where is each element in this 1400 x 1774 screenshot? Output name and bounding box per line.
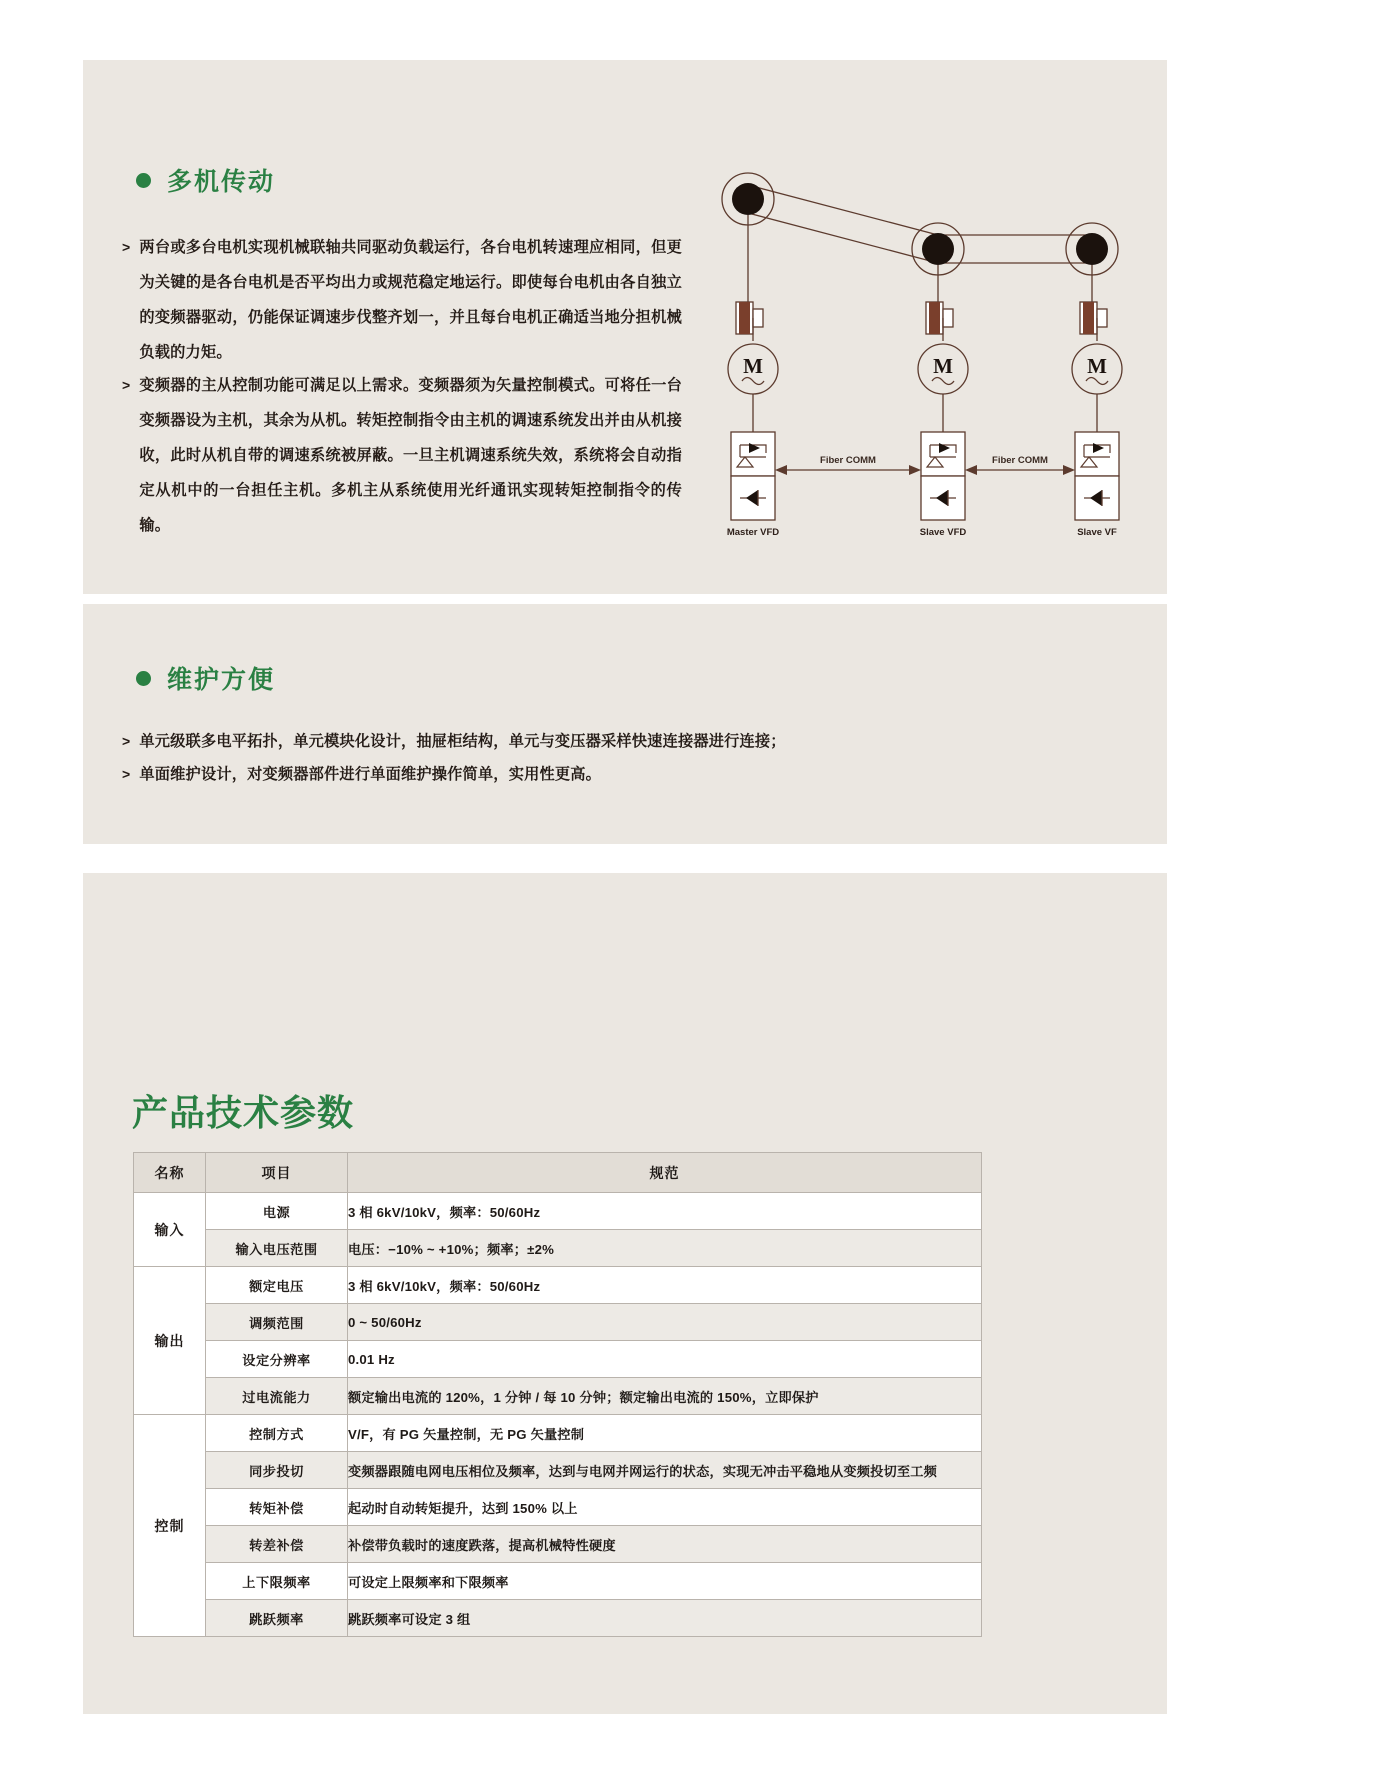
list-item (122, 725, 1102, 758)
coupling-core-1 (739, 302, 750, 334)
table-row (134, 1267, 982, 1304)
coupling-core-3 (1083, 302, 1094, 334)
coupling-flange-2 (943, 309, 953, 327)
belt-lower-line (748, 213, 938, 263)
table-header-row (134, 1153, 982, 1193)
item-label: 控制方式 (206, 1415, 348, 1452)
section-heading-drive (136, 162, 275, 198)
table-row (134, 1415, 982, 1452)
chevron-marker-icon: > (122, 239, 131, 255)
spec-value: 可设定上限频率和下限频率 (348, 1563, 982, 1600)
vfd-inverter-box-2 (921, 432, 965, 476)
specifications-table-wrapper (133, 1152, 981, 1637)
coupling-flange-3 (1097, 309, 1107, 327)
item-label: 额定电压 (206, 1267, 348, 1304)
table-row (134, 1600, 982, 1637)
paragraph-text: 变频器的主从控制功能可满足以上需求。变频器须为矢量控制模式。可将任一台变频器设为主机，其余为从机。转矩控制指令由主机的调速系统发出并由从机接收，此时从机自带的调速系统被屏蔽。一旦主机调速系统失效，系统将会自动指定从机中的一台担任主机。多机主从系统使用光纤通讯实现转矩控制指令的传输。 (139, 377, 682, 534)
fiber-arrow-right-2 (1063, 465, 1075, 475)
item-label: 输入电压范围 (206, 1230, 348, 1267)
column-header-spec: 规范 (348, 1153, 982, 1193)
fiber-arrow-right-1 (909, 465, 921, 475)
table-row (134, 1304, 982, 1341)
spec-value: 0.01 Hz (348, 1341, 982, 1378)
group-label-control: 控制 (134, 1415, 206, 1637)
vfd-inverter-box-1 (731, 432, 775, 476)
table-row (134, 1230, 982, 1267)
group-label-output: 输出 (134, 1267, 206, 1415)
column-header-name: 名称 (134, 1153, 206, 1193)
spec-value: 起动时自动转矩提升，达到 150% 以上 (348, 1489, 982, 1526)
table-row (134, 1489, 982, 1526)
pulley-hub-1 (732, 183, 764, 215)
paragraph-text: 两台或多台电机实现机械联轴共同驱动负载运行，各台电机转速理应相同，但更为关键的是各台电机是否平均出力或规范稳定地运行。即使每台电机由各自独立的变频器驱动，仍能保证调速步伐整齐划一，并且每台电机正确适当地分担机械负载的力矩。 (139, 239, 682, 361)
item-label: 调频范围 (206, 1304, 348, 1341)
bullet-dot-icon (136, 173, 151, 188)
motor-letter-2: M (933, 354, 953, 378)
item-label: 同步投切 (206, 1452, 348, 1489)
item-label: 转差补偿 (206, 1526, 348, 1563)
spec-value: V/F，有 PG 矢量控制，无 PG 矢量控制 (348, 1415, 982, 1452)
coupling-core-2 (929, 302, 940, 334)
spec-value: 变频器跟随电网电压相位及频率，达到与电网并网运行的状态，实现无冲击平稳地从变频投切至工频 (348, 1452, 982, 1489)
vfd-caption-slave-2: Slave VF (1077, 527, 1117, 538)
spec-value: 0 ~ 50/60Hz (348, 1304, 982, 1341)
spec-value: 3 相 6kV/10kV，频率：50/60Hz (348, 1193, 982, 1230)
list-item-text: 单面维护设计，对变频器部件进行单面维护操作简单，实用性更高。 (139, 766, 602, 783)
column-header-item: 项目 (206, 1153, 348, 1193)
vfd-inverter-box-3 (1075, 432, 1119, 476)
fiber-arrow-left-2 (965, 465, 977, 475)
table-row (134, 1341, 982, 1378)
spec-value: 补偿带负载时的速度跌落，提高机械特性硬度 (348, 1526, 982, 1563)
chevron-marker-icon: > (122, 766, 131, 782)
spec-value: 额定输出电流的 120%，1 分钟 / 每 10 分钟；额定输出电流的 150%，立即保护 (348, 1378, 982, 1415)
section-title-maintenance: 维护方便 (167, 666, 276, 694)
specifications-table (133, 1152, 982, 1637)
vfd-caption-master: Master VFD (726, 527, 780, 538)
fiber-comm-label-2: Fiber COMM (992, 455, 1048, 466)
table-row (134, 1193, 982, 1230)
master-slave-drive-diagram (690, 160, 1140, 570)
motor-letter-1: M (743, 354, 763, 378)
drive-paragraph-1 (122, 230, 682, 370)
spec-value: 3 相 6kV/10kV，频率：50/60Hz (348, 1267, 982, 1304)
maintenance-panel (83, 604, 1167, 844)
spec-value: 跳跃频率可设定 3 组 (348, 1600, 982, 1637)
motor-letter-3: M (1087, 354, 1107, 378)
belt-upper-line (748, 185, 938, 235)
item-label: 转矩补偿 (206, 1489, 348, 1526)
table-row (134, 1378, 982, 1415)
vfd-caption-slave-1: Slave VFD (919, 527, 967, 538)
item-label: 设定分辨率 (206, 1341, 348, 1378)
item-label: 过电流能力 (206, 1378, 348, 1415)
fiber-arrow-left-1 (775, 465, 787, 475)
table-row (134, 1452, 982, 1489)
list-item (122, 758, 1102, 791)
item-label: 电源 (206, 1193, 348, 1230)
pulley-hub-3 (1076, 233, 1108, 265)
section-title-drive: 多机传动 (167, 168, 276, 196)
fiber-comm-label-1: Fiber COMM (820, 455, 876, 466)
item-label: 跳跃频率 (206, 1600, 348, 1637)
table-body (134, 1193, 982, 1637)
item-label: 上下限频率 (206, 1563, 348, 1600)
spec-value: 电压：−10% ~ +10%；频率；±2% (348, 1230, 982, 1267)
chevron-marker-icon: > (122, 733, 131, 749)
drive-paragraph-2 (122, 368, 682, 543)
table-row (134, 1563, 982, 1600)
maintenance-list (122, 725, 1102, 791)
section-heading-maintenance (136, 660, 275, 696)
group-label-input: 输入 (134, 1193, 206, 1267)
table-row (134, 1526, 982, 1563)
bullet-dot-icon (136, 671, 151, 686)
page-title: 产品技术参数 (132, 1092, 355, 1133)
chevron-marker-icon: > (122, 377, 131, 393)
list-item-text: 单元级联多电平拓扑，单元模块化设计，抽屉柜结构，单元与变压器采样快速连接器进行连接； (139, 733, 786, 750)
pulley-hub-2 (922, 233, 954, 265)
coupling-flange-1 (753, 309, 763, 327)
